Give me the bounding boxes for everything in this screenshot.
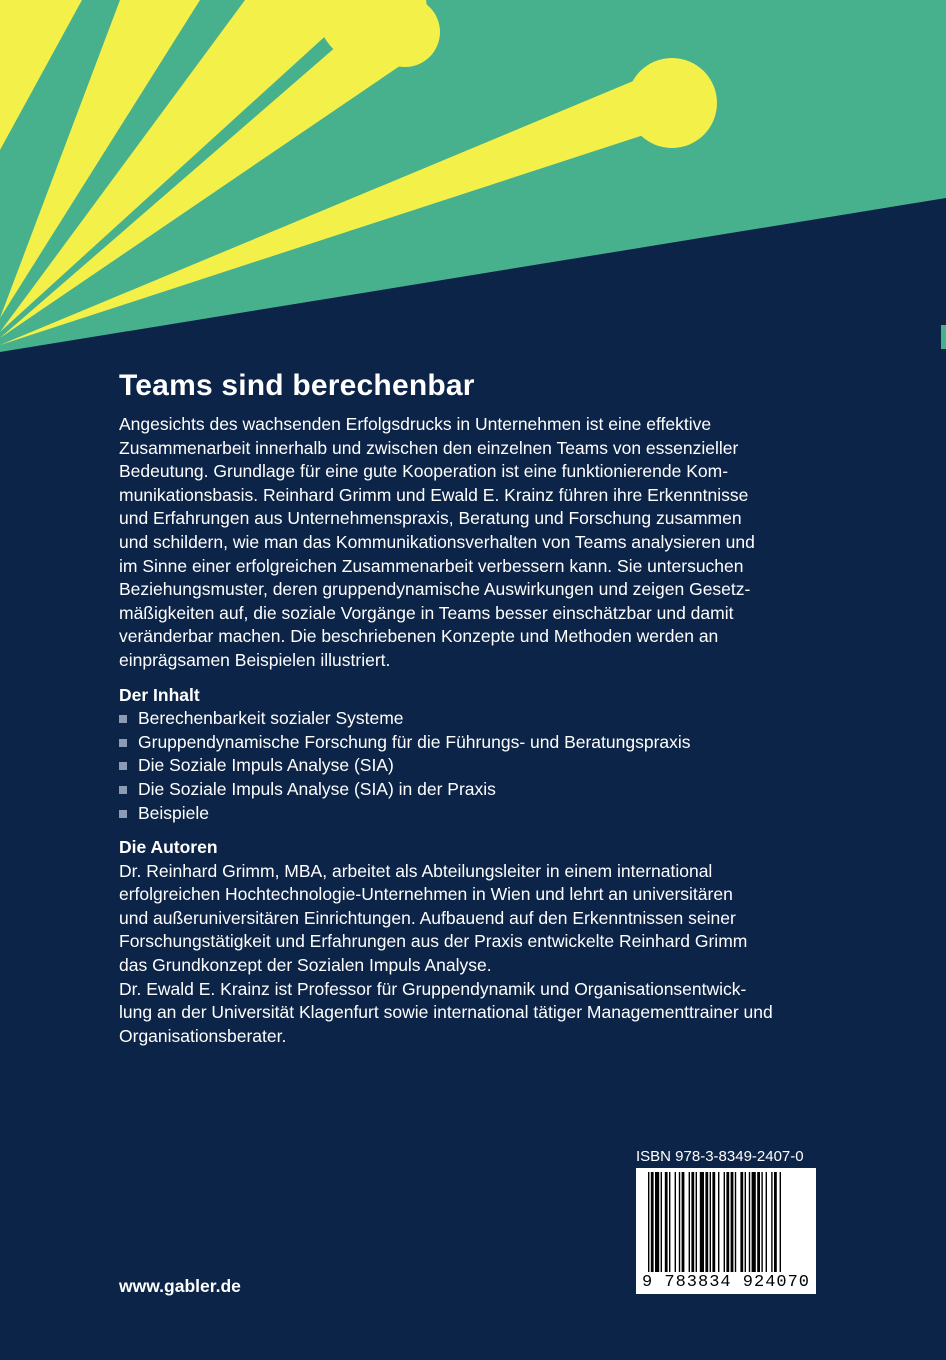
square-bullet-icon [119, 739, 127, 747]
intro-paragraph [119, 413, 819, 673]
isbn-label: ISBN 978-3-8349-2407-0 [636, 1148, 804, 1165]
list-item-text: Die Soziale Impuls Analyse (SIA) [138, 755, 394, 776]
barcode-bar [679, 1172, 680, 1272]
back-cover-text [119, 366, 819, 1048]
square-bullet-icon [119, 810, 127, 818]
barcode-bar [735, 1172, 736, 1272]
list-item-text: Beispiele [138, 802, 210, 823]
authors-line: Dr. Reinhard Grimm, MBA, arbeitet als Abteilungsleiter in einem international [119, 860, 713, 881]
list-item [119, 707, 819, 731]
list-item [119, 778, 819, 802]
list-item [119, 754, 819, 778]
barcode-bar [705, 1172, 708, 1272]
barcode-bar [661, 1172, 662, 1272]
authors-line: das Grundkonzept der Sozialen Impuls Analyse. [119, 955, 492, 976]
square-bullet-icon [119, 786, 127, 794]
intro-line: einprägsamen Beispielen illustriert. [119, 649, 391, 670]
list-item-text: Berechenbarkeit sozialer Systeme [138, 708, 404, 729]
contents-heading: Der Inhalt [119, 684, 200, 705]
barcode-bar [757, 1172, 760, 1272]
square-bullet-icon [119, 762, 127, 770]
isbn-barcode [636, 1168, 816, 1294]
barcode-bar [774, 1172, 777, 1272]
ray-yellow-cap-4 [370, 0, 440, 67]
barcode-bar [718, 1172, 719, 1272]
barcode-bar [731, 1172, 734, 1272]
authors-line: erfolgreichen Hochtechnologie-Unternehmen in Wien und lehrt an universitären [119, 884, 733, 905]
barcode-bar [710, 1172, 711, 1272]
publisher-website: www.gabler.de [119, 1276, 241, 1296]
authors-line: Organisationsberater. [119, 1025, 287, 1046]
list-item-text: Gruppendynamische Forschung für die Führungs- und Beratungspraxis [138, 731, 691, 752]
barcode-bar [655, 1172, 659, 1272]
barcode-bar [712, 1172, 715, 1272]
intro-line: veränderbar machen. Die beschriebenen Konzepte und Methoden werden an [119, 626, 719, 647]
authors-paragraph [119, 860, 819, 1049]
barcode-bar [761, 1172, 762, 1272]
edge-mark [941, 325, 946, 349]
list-item-text: Die Soziale Impuls Analyse (SIA) in der Praxis [138, 778, 496, 799]
barcode-bar [724, 1172, 725, 1272]
barcode-bar [648, 1172, 649, 1272]
book-title: Teams sind berechenbar [119, 369, 475, 402]
barcode-bar [689, 1172, 690, 1272]
list-item [119, 731, 819, 755]
intro-line: Beziehungsmuster, deren gruppendynamische Auswirkungen und zeigen Gesetz- [119, 579, 751, 600]
intro-line: und schildern, wie man das Kommunikationsverhalten von Teams analysieren und [119, 531, 755, 552]
barcode-bar [675, 1172, 676, 1272]
barcode-bar [749, 1172, 750, 1272]
contents-list [119, 707, 819, 825]
intro-line: im Sinne einer erfolgreichen Zusammenarbeit verbessern kann. Sie untersuchen [119, 555, 744, 576]
barcode-bar [740, 1172, 743, 1272]
intro-line: munikationsbasis. Reinhard Grimm und Ewald E. Krainz führen ihre Erkenntnisse [119, 484, 749, 505]
barcode-bar [696, 1172, 697, 1272]
barcode-bar [669, 1172, 670, 1272]
barcode-bar [726, 1172, 729, 1272]
square-bullet-icon [119, 715, 127, 723]
intro-line: Zusammenarbeit innerhalb und zwischen den einzelnen Teams von essenzieller [119, 437, 739, 458]
intro-line: Angesichts des wachsenden Erfolgsdrucks in Unternehmen ist eine effektive [119, 414, 712, 434]
authors-line: Dr. Ewald E. Krainz ist Professor für Gruppendynamik und Organisationsentwick- [119, 978, 747, 999]
list-item [119, 802, 819, 826]
barcode-bar [771, 1172, 772, 1272]
barcode-bar [665, 1172, 668, 1272]
barcode-bar [651, 1172, 654, 1272]
authors-line: lung an der Universität Klagenfurt sowie international tätiger Managementtrainer und [119, 1002, 773, 1023]
intro-line: und Erfahrungen aus Unternehmenspraxis, Beratung und Forschung zusammen [119, 508, 742, 529]
barcode-bar [752, 1172, 756, 1272]
intro-line: mäßigkeiten auf, die soziale Vorgänge in Teams besser einschätzbar und damit [119, 602, 734, 623]
barcode-bar [766, 1172, 767, 1272]
barcode-bar [682, 1172, 685, 1272]
barcode-digits: 9 783834 924070 [641, 1273, 811, 1292]
cover-banner-graphic [0, 0, 946, 360]
authors-line: und außeruniversitären Einrichtungen. Aufbauend auf den Erkenntnissen seiner [119, 907, 736, 928]
barcode-bar [691, 1172, 694, 1272]
authors-line: Forschungstätigkeit und Erfahrungen aus der Praxis entwickelte Reinhard Grimm [119, 931, 748, 952]
ray-yellow-cap-5 [627, 58, 717, 148]
barcode-bar [700, 1172, 704, 1272]
barcode-bar [745, 1172, 746, 1272]
intro-line: Bedeutung. Grundlage für eine gute Kooperation ist eine funktionierende Kom- [119, 461, 729, 482]
barcode-bar [780, 1172, 781, 1272]
authors-heading: Die Autoren [119, 837, 218, 858]
